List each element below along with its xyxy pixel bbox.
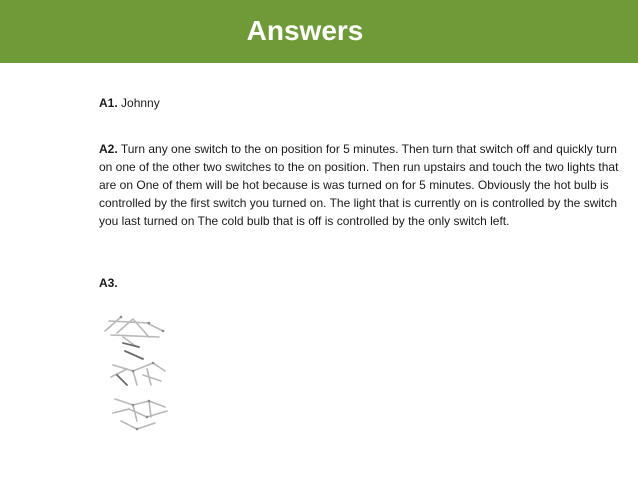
answer-2-text: Turn any one switch to the on position for 5 minutes. Then turn that switch off and quickly turn on one of the other two switches to the on position. Then run upstairs and touch the two lights that are on One of them will be hot because is was turned on for 5 minutes. Obviously the hot bulb is controlled by the first switch you turned on. The light that is currently on is controlled by the switch you last turned on The cold bulb that is off is controlled by the only switch left. — [99, 142, 619, 228]
matchstick-puzzle-figure — [103, 313, 173, 438]
answer-3-label: A3. — [99, 276, 118, 290]
slide-title: Answers — [246, 15, 364, 46]
answer-2 — [99, 140, 619, 230]
header-bar — [0, 0, 638, 63]
answer-2-label: A2. — [99, 142, 118, 156]
answer-1 — [99, 94, 619, 112]
answer-3 — [99, 274, 619, 292]
answer-1-label: A1. — [99, 96, 118, 110]
answer-1-text: Johnny — [121, 96, 160, 110]
